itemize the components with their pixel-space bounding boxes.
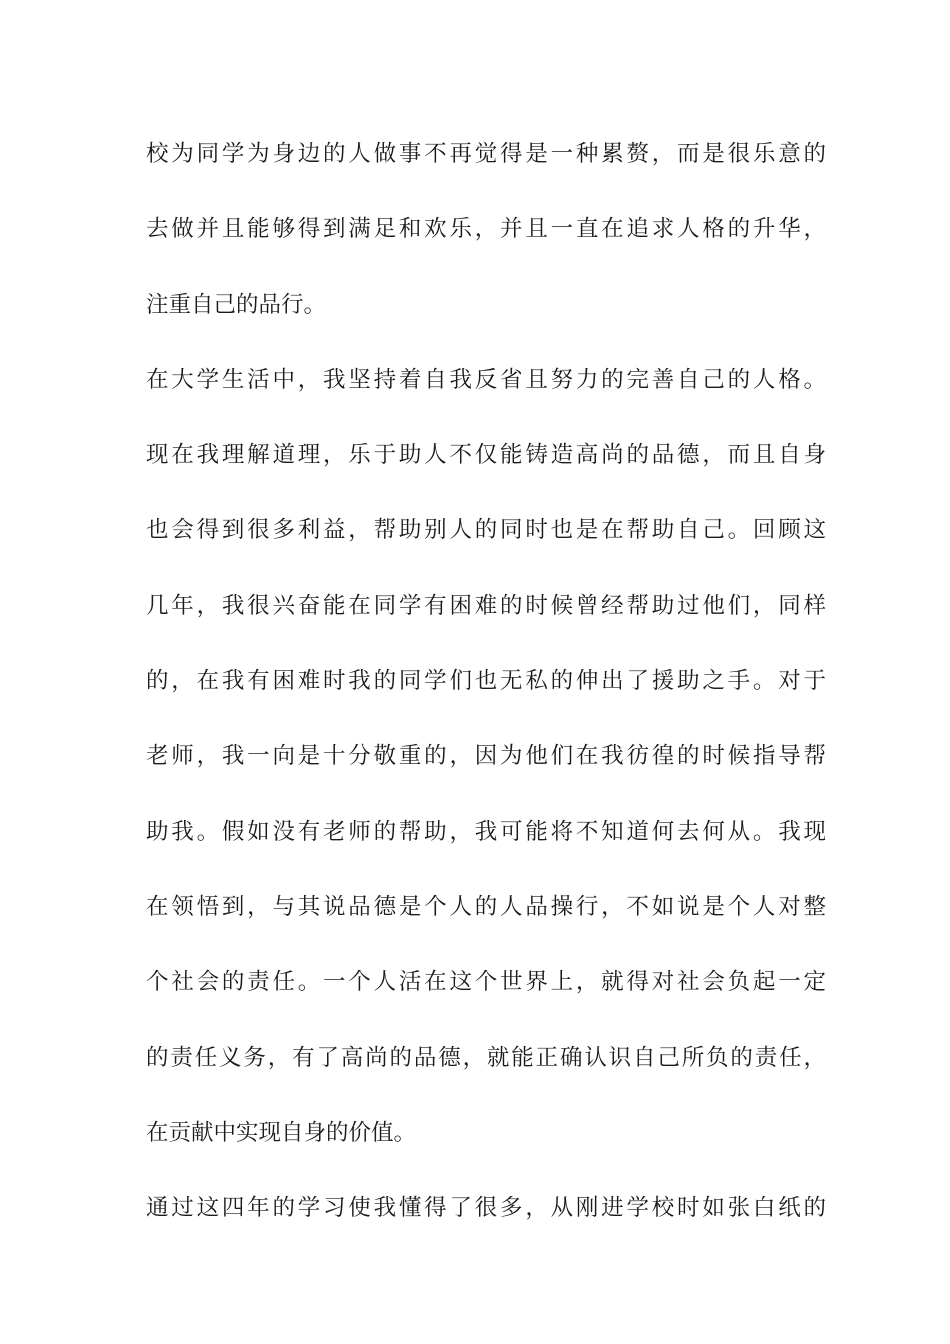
text-line: 在领悟到，与其说品德是个人的人品操行，不如说是个人对整 <box>146 893 826 920</box>
text-line: 在大学生活中，我坚持着自我反省且努力的完善自己的人格。 <box>146 366 826 393</box>
text-line: 注重自己的品行。 <box>146 291 327 318</box>
text-line: 去做并且能够得到满足和欢乐，并且一直在追求人格的升华， <box>146 216 826 243</box>
text-line: 助我。假如没有老师的帮助，我可能将不知道何去何从。我现 <box>146 818 826 845</box>
text-line: 的责任义务，有了高尚的品德，就能正确认识自己所负的责任， <box>146 1044 826 1071</box>
text-line: 老师，我一向是十分敬重的，因为他们在我彷徨的时候指导帮 <box>146 743 826 770</box>
body-text <box>146 134 826 1263</box>
text-line: 通过这四年的学习使我懂得了很多，从刚进学校时如张白纸的 <box>146 1195 826 1222</box>
text-line: 的，在我有困难时我的同学们也无私的伸出了援助之手。对于 <box>146 668 826 695</box>
text-line: 也会得到很多利益，帮助别人的同时也是在帮助自己。回顾这 <box>146 517 826 544</box>
text-line: 现在我理解道理，乐于助人不仅能铸造高尚的品德，而且自身 <box>146 442 826 469</box>
text-line: 校为同学为身边的人做事不再觉得是一种累赘，而是很乐意的 <box>146 141 826 167</box>
text-line: 在贡献中实现自身的价值。 <box>146 1119 417 1146</box>
text-line: 个社会的责任。一个人活在这个世界上，就得对社会负起一定 <box>146 969 826 996</box>
text-line: 几年，我很兴奋能在同学有困难的时候曾经帮助过他们，同样 <box>146 592 826 619</box>
